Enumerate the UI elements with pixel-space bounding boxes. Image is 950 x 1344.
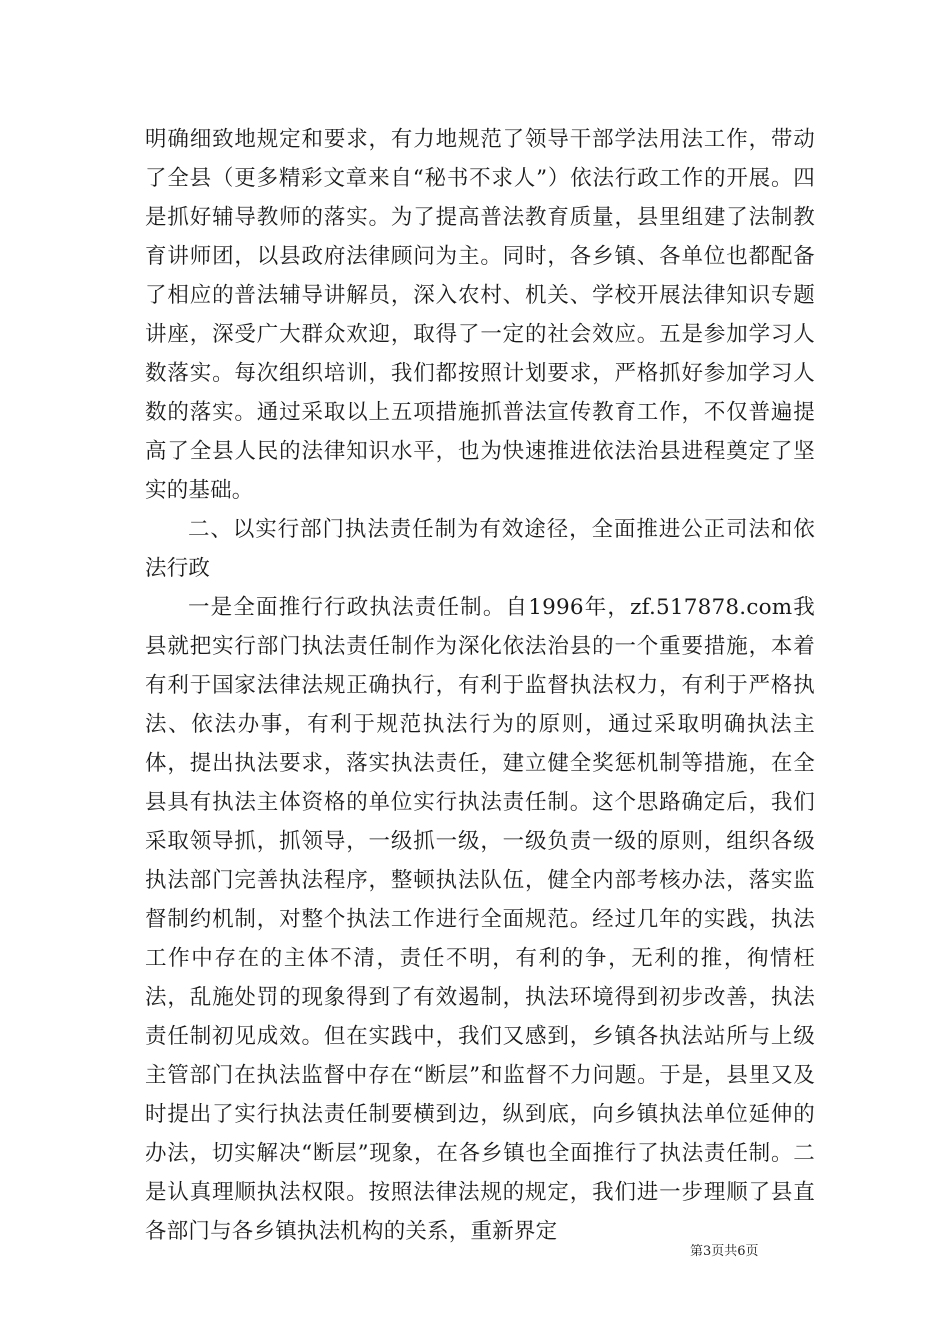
body-text [145, 120, 815, 1251]
paragraph-3: 一是全面推行行政执法责任制。自1996年，zf.517878.com我县就把实行部门执法责任制作为深化依法治县的一个重要措施，本着有利于国家法律法规正确执行，有利于监督执法权力，有利于严格执法、依法办事，有利于规范执法行为的原则，通过采取明确执法主体，提出执法要求，落实执法责任，建立健全奖惩机制等措施，在全县具有执法主体资格的单位实行执法责任制。这个思路确定后，我们采取领导抓，抓领导，一级抓一级，一级负责一级的原则，组织各级执法部门完善执法程序，整顿执法队伍，健全内部考核办法，落实监督制约机制，对整个执法工作进行全面规范。经过几年的实践，执法工作中存在的主体不清，责任不明，有利的争，无利的推，徇情枉法，乱施处罚的现象得到了有效遏制，执法环境得到初步改善，执法责任制初见成效。但在实践中，我们又感到，乡镇各执法站所与上级主管部门在执法监督中存在“断层”和监督不力问题。于是，县里又及时提出了实行执法责任制要横到边，纵到底，向乡镇执法单位延伸的办法，切实解决“断层”现象，在各乡镇也全面推行了执法责任制。二是认真理顺执法权限。按照法律法规的规定，我们进一步理顺了县直各部门与各乡镇执法机构的关系，重新界定 [145, 595, 815, 1244]
paragraph-1: 明确细致地规定和要求，有力地规范了领导干部学法用法工作，带动了全县（更多精彩文章来自“秘书不求人”）依法行政工作的开展。四是抓好辅导教师的落实。为了提高普法教育质量，县里组建了法制教育讲师团，以县政府法律顾问为主。同时，各乡镇、各单位也都配备了相应的普法辅导讲解员，深入农村、机关、学校开展法律知识专题讲座，深受广大群众欢迎，取得了一定的社会效应。五是参加学习人数落实。每次组织培训，我们都按照计划要求，严格抓好参加学习人数的落实。通过采取以上五项措施抓普法宣传教育工作，不仅普遍提高了全县人民的法律知识水平，也为快速推进依法治县进程奠定了坚实的基础。 [145, 127, 815, 503]
page-number: 第3页共6页 [690, 1244, 759, 1259]
section-heading-2: 二、以实行部门执法责任制为有效途径，全面推进公正司法和依法行政 [145, 517, 815, 581]
